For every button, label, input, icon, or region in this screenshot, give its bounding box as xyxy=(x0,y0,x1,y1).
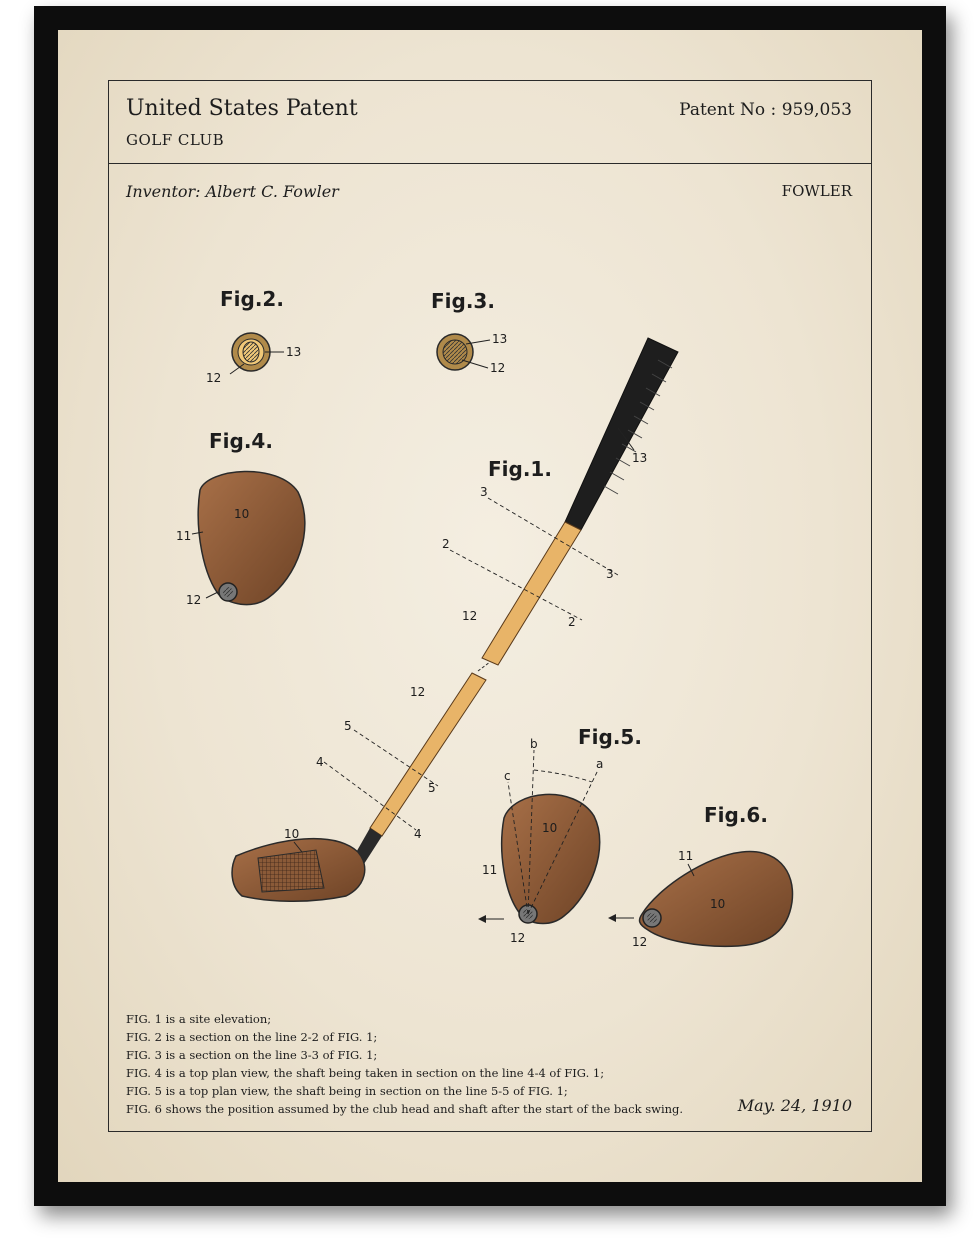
fig1-golf-club xyxy=(232,338,678,901)
inventor: Inventor: Albert C. Fowler xyxy=(126,182,339,201)
patent-date: May. 24, 1910 xyxy=(737,1096,852,1115)
caption-line: FIG. 5 is a top plan view, the shaft being in section on the line 5-5 of FIG. 1; xyxy=(126,1084,568,1098)
fig2-ref-13: 13 xyxy=(286,345,302,359)
fig5-ref-b: b xyxy=(530,737,538,751)
patent-paper xyxy=(58,30,922,1182)
fig4-ref-12: 12 xyxy=(186,593,202,607)
fig5-ref-12: 12 xyxy=(510,931,526,945)
patent-number: Patent No : 959,053 xyxy=(679,100,852,120)
caption-line: FIG. 6 shows the position assumed by the club head and shaft after the start of the back swing. xyxy=(126,1102,684,1116)
fig1-ref-5b: 5 xyxy=(428,781,436,795)
fig4-label: Fig.4. xyxy=(209,429,273,453)
fig2-section xyxy=(206,287,301,385)
fig4-club-head xyxy=(198,471,305,604)
fig5-head-plan xyxy=(478,725,642,945)
fig3-label: Fig.3. xyxy=(431,289,495,313)
fig6-label: Fig.6. xyxy=(704,803,768,827)
fig6-ref-11: 11 xyxy=(678,849,694,863)
fig1-ref-4b: 4 xyxy=(414,827,422,841)
caption-line: FIG. 1 is a site elevation; xyxy=(126,1012,272,1026)
fig3-section xyxy=(431,289,507,375)
fig4-head-plan xyxy=(176,429,305,607)
fig1-ref-4a: 4 xyxy=(316,755,324,769)
fig2-label: Fig.2. xyxy=(220,287,284,311)
fig1-ref-10: 10 xyxy=(284,827,300,841)
page-title: United States Patent xyxy=(126,96,358,121)
fig6-ref-12: 12 xyxy=(632,935,648,949)
fig2-ref-12: 12 xyxy=(206,371,222,385)
fig5-ref-c: c xyxy=(504,769,511,783)
picture-frame xyxy=(34,6,946,1206)
figure-captions xyxy=(126,1010,683,1118)
invention-name: GOLF CLUB xyxy=(126,131,225,149)
fig5-ref-10: 10 xyxy=(542,821,558,835)
fig6-head-backswing xyxy=(608,803,793,949)
inventor-surname: FOWLER xyxy=(781,182,852,200)
fig6-ref-10: 10 xyxy=(710,897,726,911)
fig4-ref-10: 10 xyxy=(234,507,250,521)
fig5-label: Fig.5. xyxy=(578,725,642,749)
club-grip xyxy=(565,338,678,530)
fig3-ref-12: 12 xyxy=(490,361,506,375)
fig1-label: Fig.1. xyxy=(488,457,552,481)
fig5-ref-11: 11 xyxy=(482,863,498,877)
fig1-ref-3a: 3 xyxy=(480,485,488,499)
fig1-ref-2a: 2 xyxy=(442,537,450,551)
fig1-ref-12a: 12 xyxy=(462,609,478,623)
fig1-ref-13: 13 xyxy=(632,451,648,465)
fig1-ref-3b: 3 xyxy=(606,567,614,581)
fig5-club-head xyxy=(502,794,600,923)
fig1-ref-2b: 2 xyxy=(568,615,576,629)
fig3-ref-13: 13 xyxy=(492,332,508,346)
fig1-ref-5a: 5 xyxy=(344,719,352,733)
club-shaft-lower xyxy=(370,673,486,836)
fig5-ref-a: a xyxy=(596,757,604,771)
fig1-ref-12b: 12 xyxy=(410,685,426,699)
caption-line: FIG. 4 is a top plan view, the shaft being taken in section on the line 4-4 of FIG. 1; xyxy=(126,1066,605,1080)
caption-line: FIG. 2 is a section on the line 2-2 of FIG. 1; xyxy=(126,1030,378,1044)
caption-line: FIG. 3 is a section on the line 3-3 of FIG. 1; xyxy=(126,1048,378,1062)
fig4-ref-11: 11 xyxy=(176,529,192,543)
